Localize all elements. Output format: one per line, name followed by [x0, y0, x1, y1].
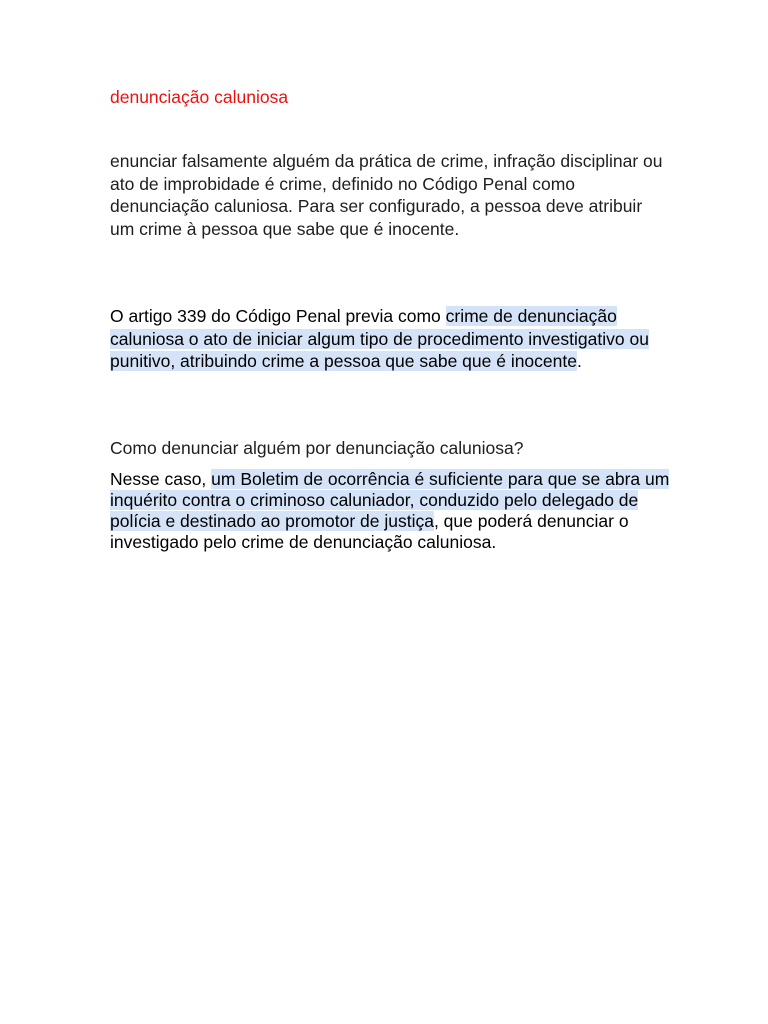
question-heading: Como denunciar alguém por denunciação caluniosa? — [110, 438, 524, 458]
paragraph-article-339 — [110, 305, 670, 373]
paragraph-answer — [110, 469, 670, 553]
paragraph-definition: enunciar falsamente alguém da prática de crime, infração disciplinar ou ato de improbidade é crime, definido no Código Penal como denunciação caluniosa. Para ser configurado, a pessoa deve atribuir um crime à pessoa que sabe que é inocente. — [110, 151, 663, 239]
document-heading: denunciação caluniosa — [110, 87, 289, 107]
paragraph-text: , que poderá denunciar o investigado pelo crime de denunciação caluniosa. — [110, 511, 629, 552]
paragraph-text: Nesse caso, — [110, 469, 212, 489]
paragraph-text: O artigo 339 do Código Penal previa como — [110, 306, 446, 326]
highlighted-text: um Boletim de ocorrência é suficiente para que se abra um inquérito contra o criminoso caluniador, conduzido pelo delegado de polícia e destinado ao promotor de justiça — [110, 469, 670, 531]
paragraph-text: . — [576, 351, 582, 371]
highlighted-text: crime de denunciação caluniosa o ato de iniciar algum tipo de procedimento investigativo ou punitivo, atribuindo crime a pessoa que sabe que é inocente — [110, 306, 649, 371]
